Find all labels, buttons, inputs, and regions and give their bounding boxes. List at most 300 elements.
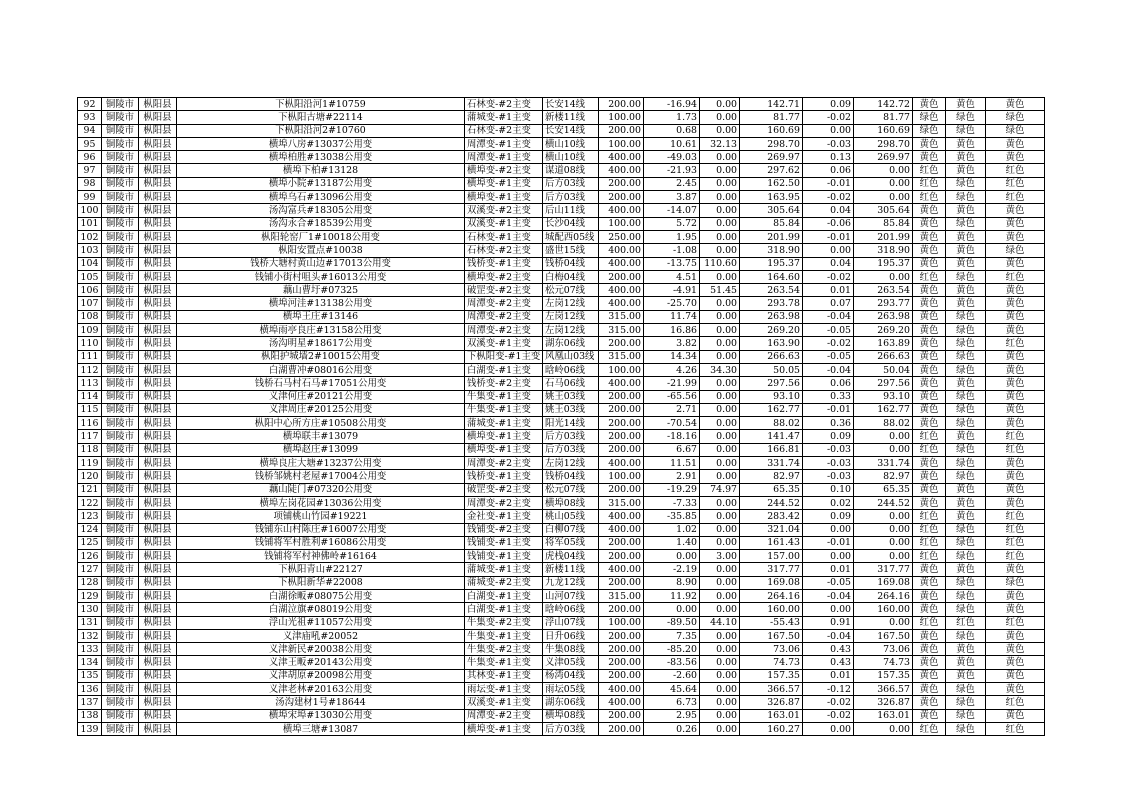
value-c-cell: 141.47 [740, 430, 803, 443]
table-row [78, 297, 1045, 310]
table-row [78, 230, 1045, 243]
value-c-cell: 298.70 [740, 137, 803, 150]
county-cell: 枞阳县 [139, 324, 177, 337]
color-status-2-cell: 黄色 [946, 656, 986, 669]
feeder-line-cell: 杨湾04线 [543, 669, 599, 682]
value-d-cell: -0.05 [803, 350, 854, 363]
value-c-cell: 169.08 [740, 576, 803, 589]
transformer-name-cell: 横埠王庄#13146 [177, 310, 465, 323]
color-status-1-cell: 黄色 [913, 297, 946, 310]
color-status-1-cell: 黄色 [913, 483, 946, 496]
value-c-cell: 366.57 [740, 683, 803, 696]
value-b-cell: 44.10 [700, 616, 740, 629]
value-d-cell: -0.02 [803, 696, 854, 709]
value-c-cell: 164.60 [740, 270, 803, 283]
value-e-cell: 0.00 [854, 443, 913, 456]
feeder-line-cell: 松元07线 [543, 284, 599, 297]
table-body [78, 98, 1045, 736]
color-status-1-cell: 黄色 [913, 257, 946, 270]
color-status-1-cell: 黄色 [913, 629, 946, 642]
value-d-cell: -0.01 [803, 536, 854, 549]
city-cell: 铜陵市 [102, 111, 139, 124]
table-row [78, 550, 1045, 563]
value-b-cell: 0.00 [700, 696, 740, 709]
table-row [78, 177, 1045, 190]
city-cell: 铜陵市 [102, 496, 139, 509]
value-a-cell: 0.26 [644, 722, 700, 735]
row-index: 108 [78, 310, 102, 323]
value-d-cell: 0.00 [803, 550, 854, 563]
value-e-cell: 0.00 [854, 164, 913, 177]
value-a-cell: -70.54 [644, 417, 700, 430]
transformer-name-cell: 义津庙吼#20052 [177, 629, 465, 642]
value-c-cell: 142.71 [740, 98, 803, 111]
value-d-cell: -0.01 [803, 403, 854, 416]
substation-cell: 周潭变-#2主变 [465, 310, 543, 323]
color-status-3-cell: 红色 [986, 722, 1045, 735]
color-status-1-cell: 黄色 [913, 363, 946, 376]
color-status-2-cell: 黄色 [946, 98, 986, 111]
value-e-cell: 162.77 [854, 403, 913, 416]
value-a-cell: 16.86 [644, 324, 700, 337]
value-a-cell: -14.07 [644, 204, 700, 217]
color-status-1-cell: 黄色 [913, 204, 946, 217]
color-status-2-cell: 黄色 [946, 377, 986, 390]
table-row [78, 523, 1045, 536]
value-e-cell: 263.54 [854, 284, 913, 297]
row-index: 109 [78, 324, 102, 337]
value-c-cell: 157.35 [740, 669, 803, 682]
color-status-2-cell: 黄色 [946, 483, 986, 496]
table-row [78, 324, 1045, 337]
value-e-cell: 318.90 [854, 244, 913, 257]
substation-cell: 雨坛变-#1主变 [465, 683, 543, 696]
capacity-cell: 400.00 [599, 457, 644, 470]
row-index: 102 [78, 230, 102, 243]
value-e-cell: 160.69 [854, 124, 913, 137]
value-c-cell: 321.04 [740, 523, 803, 536]
value-a-cell: 11.74 [644, 310, 700, 323]
feeder-line-cell: 横山10线 [543, 151, 599, 164]
feeder-line-cell: 后方03线 [543, 191, 599, 204]
substation-cell: 横埠变-#1主变 [465, 191, 543, 204]
feeder-line-cell: 谋道08线 [543, 164, 599, 177]
value-a-cell: 8.90 [644, 576, 700, 589]
city-cell: 铜陵市 [102, 324, 139, 337]
value-a-cell: 0.00 [644, 603, 700, 616]
feeder-line-cell: 后方03线 [543, 722, 599, 735]
capacity-cell: 200.00 [599, 390, 644, 403]
transformer-name-cell: 下枞阳青山#22127 [177, 563, 465, 576]
value-b-cell: 0.00 [700, 443, 740, 456]
feeder-line-cell: 风凰山03线 [543, 350, 599, 363]
table-row [78, 98, 1045, 111]
capacity-cell: 200.00 [599, 722, 644, 735]
color-status-2-cell: 黄色 [946, 204, 986, 217]
value-d-cell: -0.02 [803, 270, 854, 283]
table-row [78, 603, 1045, 616]
row-index: 131 [78, 616, 102, 629]
city-cell: 铜陵市 [102, 390, 139, 403]
substation-cell: 白湖变-#1主变 [465, 363, 543, 376]
county-cell: 枞阳县 [139, 656, 177, 669]
color-status-2-cell: 黄色 [946, 510, 986, 523]
value-b-cell: 0.00 [700, 390, 740, 403]
value-e-cell: 167.50 [854, 629, 913, 642]
row-index: 122 [78, 496, 102, 509]
capacity-cell: 200.00 [599, 403, 644, 416]
color-status-2-cell: 绿色 [946, 550, 986, 563]
value-d-cell: -0.04 [803, 589, 854, 602]
color-status-3-cell: 黄色 [986, 709, 1045, 722]
city-cell: 铜陵市 [102, 403, 139, 416]
color-status-3-cell: 黄色 [986, 669, 1045, 682]
value-c-cell: 162.50 [740, 177, 803, 190]
row-index: 125 [78, 536, 102, 549]
table-row [78, 669, 1045, 682]
county-cell: 枞阳县 [139, 403, 177, 416]
value-a-cell: -65.56 [644, 390, 700, 403]
value-b-cell: 0.00 [700, 722, 740, 735]
value-c-cell: 88.02 [740, 417, 803, 430]
feeder-line-cell: 新楼11线 [543, 111, 599, 124]
row-index: 100 [78, 204, 102, 217]
value-a-cell: 11.92 [644, 589, 700, 602]
value-a-cell: 0.00 [644, 550, 700, 563]
value-d-cell: -0.04 [803, 629, 854, 642]
capacity-cell: 100.00 [599, 137, 644, 150]
substation-cell: 蒲城变-#2主变 [465, 576, 543, 589]
city-cell: 铜陵市 [102, 270, 139, 283]
county-cell: 枞阳县 [139, 337, 177, 350]
feeder-line-cell: 钱桥04线 [543, 470, 599, 483]
city-cell: 铜陵市 [102, 696, 139, 709]
value-d-cell: 0.04 [803, 204, 854, 217]
color-status-1-cell: 黄色 [913, 683, 946, 696]
value-a-cell: 2.91 [644, 470, 700, 483]
value-b-cell: 34.30 [700, 363, 740, 376]
feeder-line-cell: 横山10线 [543, 137, 599, 150]
row-index: 97 [78, 164, 102, 177]
value-b-cell: 0.00 [700, 683, 740, 696]
transformer-name-cell: 义津胡原#20098公用变 [177, 669, 465, 682]
city-cell: 铜陵市 [102, 589, 139, 602]
value-e-cell: 0.00 [854, 523, 913, 536]
value-d-cell: -0.03 [803, 470, 854, 483]
county-cell: 枞阳县 [139, 496, 177, 509]
value-c-cell: 65.35 [740, 483, 803, 496]
value-b-cell: 0.00 [700, 430, 740, 443]
value-c-cell: 326.87 [740, 696, 803, 709]
value-e-cell: 0.00 [854, 536, 913, 549]
city-cell: 铜陵市 [102, 257, 139, 270]
transformer-name-cell: 汤沟富兵#18305公用变 [177, 204, 465, 217]
substation-cell: 石林变-#2主变 [465, 98, 543, 111]
value-b-cell: 110.60 [700, 257, 740, 270]
city-cell: 铜陵市 [102, 124, 139, 137]
row-index: 107 [78, 297, 102, 310]
county-cell: 枞阳县 [139, 550, 177, 563]
value-a-cell: -2.19 [644, 563, 700, 576]
value-e-cell: 266.63 [854, 350, 913, 363]
value-d-cell: -0.01 [803, 177, 854, 190]
capacity-cell: 400.00 [599, 244, 644, 257]
transformer-name-cell: 藕山陡门#07320公用变 [177, 483, 465, 496]
value-c-cell: 161.43 [740, 536, 803, 549]
value-b-cell: 0.00 [700, 310, 740, 323]
value-c-cell: 293.78 [740, 297, 803, 310]
table-row [78, 483, 1045, 496]
row-index: 99 [78, 191, 102, 204]
color-status-2-cell: 绿色 [946, 337, 986, 350]
city-cell: 铜陵市 [102, 643, 139, 656]
value-c-cell: 167.50 [740, 629, 803, 642]
county-cell: 枞阳县 [139, 669, 177, 682]
row-index: 104 [78, 257, 102, 270]
feeder-line-cell: 横埠08线 [543, 709, 599, 722]
color-status-3-cell: 黄色 [986, 98, 1045, 111]
color-status-2-cell: 黄色 [946, 151, 986, 164]
color-status-1-cell: 黄色 [913, 244, 946, 257]
color-status-3-cell: 黄色 [986, 683, 1045, 696]
color-status-1-cell: 绿色 [913, 111, 946, 124]
value-c-cell: 160.27 [740, 722, 803, 735]
county-cell: 枞阳县 [139, 363, 177, 376]
county-cell: 枞阳县 [139, 151, 177, 164]
value-d-cell: 0.36 [803, 417, 854, 430]
color-status-1-cell: 红色 [913, 164, 946, 177]
feeder-line-cell: 姚王03线 [543, 403, 599, 416]
capacity-cell: 100.00 [599, 111, 644, 124]
capacity-cell: 400.00 [599, 696, 644, 709]
color-status-2-cell: 红色 [946, 616, 986, 629]
city-cell: 铜陵市 [102, 430, 139, 443]
row-index: 136 [78, 683, 102, 696]
row-index: 92 [78, 98, 102, 111]
substation-cell: 破罡变-#2主变 [465, 483, 543, 496]
substation-cell: 钱铺变-#2主变 [465, 523, 543, 536]
table-row [78, 470, 1045, 483]
substation-cell: 牛集变-#1主变 [465, 403, 543, 416]
county-cell: 枞阳县 [139, 483, 177, 496]
value-e-cell: 269.97 [854, 151, 913, 164]
color-status-2-cell: 绿色 [946, 403, 986, 416]
feeder-line-cell: 左岗12线 [543, 324, 599, 337]
row-index: 118 [78, 443, 102, 456]
value-b-cell: 0.00 [700, 603, 740, 616]
county-cell: 枞阳县 [139, 470, 177, 483]
transformer-name-cell: 义津王畈#20143公用变 [177, 656, 465, 669]
color-status-1-cell: 红色 [913, 722, 946, 735]
substation-cell: 周潭变-#1主变 [465, 151, 543, 164]
table-row [78, 709, 1045, 722]
substation-cell: 周潭变-#2主变 [465, 709, 543, 722]
color-status-1-cell: 红色 [913, 177, 946, 190]
table-row [78, 204, 1045, 217]
value-e-cell: 93.10 [854, 390, 913, 403]
value-d-cell: 0.43 [803, 643, 854, 656]
city-cell: 铜陵市 [102, 683, 139, 696]
color-status-2-cell: 绿色 [946, 310, 986, 323]
substation-cell: 石林变-#1主变 [465, 230, 543, 243]
city-cell: 铜陵市 [102, 656, 139, 669]
color-status-2-cell: 绿色 [946, 536, 986, 549]
transformer-name-cell: 枞阳中心所方庄#10508公用变 [177, 417, 465, 430]
value-c-cell: 264.16 [740, 589, 803, 602]
feeder-line-cell: 后方03线 [543, 430, 599, 443]
table-row [78, 337, 1045, 350]
substation-cell: 周潭变-#2主变 [465, 457, 543, 470]
color-status-1-cell: 黄色 [913, 457, 946, 470]
city-cell: 铜陵市 [102, 204, 139, 217]
city-cell: 铜陵市 [102, 98, 139, 111]
value-a-cell: 2.45 [644, 177, 700, 190]
county-cell: 枞阳县 [139, 350, 177, 363]
value-a-cell: 1.40 [644, 536, 700, 549]
substation-cell: 双溪变-#2主变 [465, 204, 543, 217]
value-e-cell: 81.77 [854, 111, 913, 124]
county-cell: 枞阳县 [139, 536, 177, 549]
color-status-2-cell: 绿色 [946, 390, 986, 403]
feeder-line-cell: 白梅04线 [543, 270, 599, 283]
color-status-3-cell: 黄色 [986, 230, 1045, 243]
value-c-cell: 297.62 [740, 164, 803, 177]
color-status-2-cell: 黄色 [946, 257, 986, 270]
substation-cell: 钱桥变-#1主变 [465, 257, 543, 270]
value-b-cell: 0.00 [700, 536, 740, 549]
value-e-cell: 0.00 [854, 430, 913, 443]
value-b-cell: 32.13 [700, 137, 740, 150]
value-d-cell: 0.00 [803, 523, 854, 536]
city-cell: 铜陵市 [102, 483, 139, 496]
city-cell: 铜陵市 [102, 337, 139, 350]
capacity-cell: 200.00 [599, 443, 644, 456]
value-d-cell: -0.05 [803, 576, 854, 589]
transformer-name-cell: 钱铺东山村陈庄#16007公用变 [177, 523, 465, 536]
value-a-cell: 6.73 [644, 696, 700, 709]
value-c-cell: 244.52 [740, 496, 803, 509]
color-status-1-cell: 黄色 [913, 669, 946, 682]
table-row [78, 244, 1045, 257]
value-b-cell: 0.00 [700, 177, 740, 190]
value-e-cell: 0.00 [854, 550, 913, 563]
color-status-3-cell: 红色 [986, 164, 1045, 177]
row-index: 112 [78, 363, 102, 376]
capacity-cell: 400.00 [599, 510, 644, 523]
color-status-1-cell: 红色 [913, 550, 946, 563]
table-row [78, 430, 1045, 443]
color-status-1-cell: 黄色 [913, 603, 946, 616]
city-cell: 铜陵市 [102, 244, 139, 257]
value-b-cell: 74.97 [700, 483, 740, 496]
city-cell: 铜陵市 [102, 350, 139, 363]
county-cell: 枞阳县 [139, 124, 177, 137]
transformer-name-cell: 横埠三塘#13087 [177, 722, 465, 735]
capacity-cell: 200.00 [599, 98, 644, 111]
value-d-cell: 0.00 [803, 722, 854, 735]
value-b-cell: 0.00 [700, 230, 740, 243]
value-d-cell: 0.06 [803, 377, 854, 390]
transformer-name-cell: 义津新民#20038公用变 [177, 643, 465, 656]
capacity-cell: 200.00 [599, 603, 644, 616]
row-index: 121 [78, 483, 102, 496]
value-a-cell: 1.95 [644, 230, 700, 243]
value-a-cell: 10.61 [644, 137, 700, 150]
capacity-cell: 400.00 [599, 151, 644, 164]
value-b-cell: 0.00 [700, 629, 740, 642]
substation-cell: 双溪变-#1主变 [465, 217, 543, 230]
row-index: 110 [78, 337, 102, 350]
table-row [78, 284, 1045, 297]
feeder-line-cell: 石马06线 [543, 377, 599, 390]
feeder-line-cell: 湖东06线 [543, 696, 599, 709]
color-status-2-cell: 绿色 [946, 324, 986, 337]
substation-cell: 钱铺变-#1主变 [465, 536, 543, 549]
county-cell: 枞阳县 [139, 137, 177, 150]
transformer-name-cell: 藕山曹圩#07325 [177, 284, 465, 297]
value-b-cell: 0.00 [700, 297, 740, 310]
county-cell: 枞阳县 [139, 164, 177, 177]
color-status-1-cell: 黄色 [913, 337, 946, 350]
substation-cell: 石林变-#2主变 [465, 244, 543, 257]
color-status-2-cell: 绿色 [946, 576, 986, 589]
value-e-cell: 0.00 [854, 510, 913, 523]
color-status-2-cell: 黄色 [946, 230, 986, 243]
color-status-1-cell: 黄色 [913, 230, 946, 243]
transformer-name-cell: 横埠宋埠#13030公用变 [177, 709, 465, 722]
table-row [78, 457, 1045, 470]
value-e-cell: 0.00 [854, 722, 913, 735]
capacity-cell: 200.00 [599, 124, 644, 137]
capacity-cell: 200.00 [599, 709, 644, 722]
table-row [78, 390, 1045, 403]
color-status-1-cell: 黄色 [913, 470, 946, 483]
substation-cell: 蒲城变-#1主变 [465, 417, 543, 430]
feeder-line-cell: 钱桥04线 [543, 257, 599, 270]
color-status-3-cell: 绿色 [986, 244, 1045, 257]
value-e-cell: 269.20 [854, 324, 913, 337]
county-cell: 枞阳县 [139, 297, 177, 310]
value-c-cell: 85.84 [740, 217, 803, 230]
value-b-cell: 51.45 [700, 284, 740, 297]
city-cell: 铜陵市 [102, 457, 139, 470]
table-row [78, 137, 1045, 150]
transformer-name-cell: 汤沟永合#18539公用变 [177, 217, 465, 230]
row-index: 123 [78, 510, 102, 523]
substation-cell: 周潭变-#2主变 [465, 324, 543, 337]
capacity-cell: 315.00 [599, 350, 644, 363]
color-status-3-cell: 黄色 [986, 350, 1045, 363]
city-cell: 铜陵市 [102, 217, 139, 230]
value-c-cell: 82.97 [740, 470, 803, 483]
color-status-1-cell: 黄色 [913, 576, 946, 589]
value-d-cell: 0.06 [803, 164, 854, 177]
color-status-1-cell: 黄色 [913, 403, 946, 416]
color-status-1-cell: 黄色 [913, 284, 946, 297]
value-c-cell: 81.77 [740, 111, 803, 124]
value-d-cell: -0.04 [803, 310, 854, 323]
color-status-3-cell: 红色 [986, 536, 1045, 549]
value-d-cell: 0.00 [803, 603, 854, 616]
value-c-cell: -55.43 [740, 616, 803, 629]
city-cell: 铜陵市 [102, 629, 139, 642]
transformer-name-cell: 义津何庄#20121公用变 [177, 390, 465, 403]
color-status-3-cell: 红色 [986, 550, 1045, 563]
value-d-cell: 0.01 [803, 284, 854, 297]
feeder-line-cell: 日升06线 [543, 629, 599, 642]
value-c-cell: 305.64 [740, 204, 803, 217]
color-status-3-cell: 黄色 [986, 204, 1045, 217]
